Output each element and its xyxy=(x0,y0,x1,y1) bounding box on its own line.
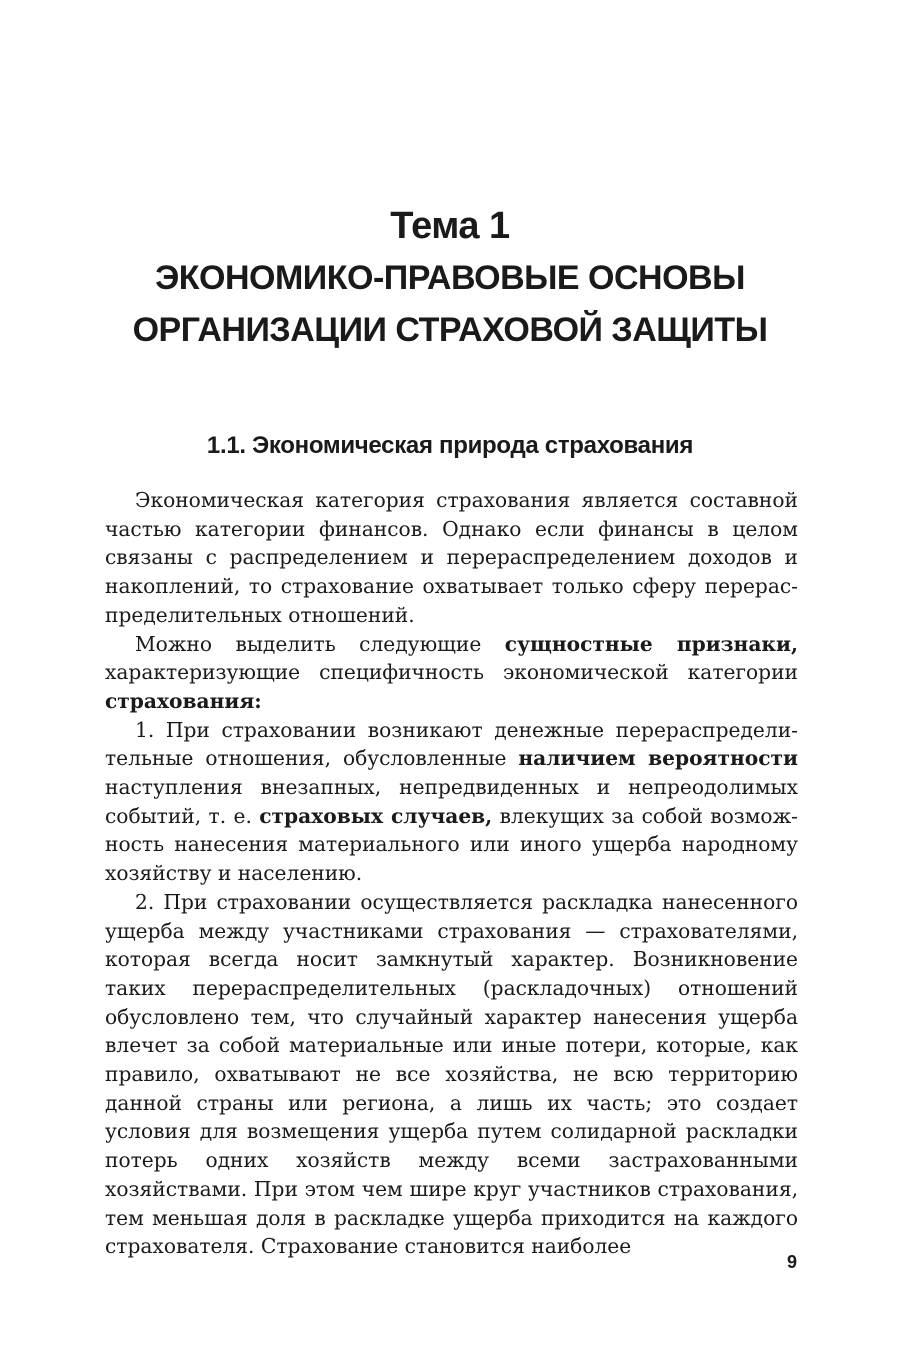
paragraph-2-text-2: характеризующие специфичность экономической категории xyxy=(105,660,798,685)
paragraph-3-bold-1: наличием вероятности xyxy=(518,746,798,771)
chapter-title-line-2: ОРГАНИЗАЦИИ СТРАХОВОЙ ЗАЩИТЫ xyxy=(132,311,768,349)
paragraph-3 xyxy=(105,716,798,888)
paragraph-2-text-1: Можно выделить следующие xyxy=(135,631,505,656)
paragraph-2-bold-1: сущностные признаки, xyxy=(504,631,798,656)
paragraph-1: Экономическая категория страхования является составной частью категории финансов. Однако если финансы в целом связаны с распределением и перераспределением доходов и накоплений, то страхование охватывает только сферу перераспределительных отношений. xyxy=(105,488,798,627)
page-number: 9 xyxy=(786,1252,797,1272)
paragraph-2-bold-2: страхования: xyxy=(105,688,262,713)
paragraph-2 xyxy=(105,630,798,716)
chapter-header xyxy=(0,200,900,356)
body-text xyxy=(105,486,798,1261)
paragraph-3-text-3: влекущих за собой возможность нанесения материального или иного ущерба народному хозяйству и населению. xyxy=(105,803,798,886)
paragraph-3-text-1: 1. При страховании возникают денежные перераспределительные отношения, обусловленные xyxy=(105,717,798,771)
paragraph-4: 2. При страховании осуществляется раскладка нанесенного ущерба между участниками страхования — страхователями, которая всегда носит замкнутый характер. Возникновение таких перераспределительных (раскладочных) отношений обусловлено тем, что случайный характер нанесения ущерба влечет за собой материальные или иные потери, которые, как правило, охватывают не все хозяйства, не всю территорию данной страны или региона, а лишь их часть; это создает условия для возмещения ущерба путем солидарной раскладки потерь одних хозяйств между всеми застрахованными хозяйствами. При этом чем шире круг участников страхования, тем меньшая доля в раскладке ущерба приходится на каждого страхователя. Страхование становится наиболее xyxy=(105,889,798,1259)
chapter-label: Тема 1 xyxy=(390,205,510,247)
section-heading: 1.1. Экономическая природа страхования xyxy=(206,432,694,459)
paragraph-3-bold-2: страховых случаев, xyxy=(259,803,493,828)
chapter-title-line-1: ЭКОНОМИКО-ПРАВОВЫЕ ОСНОВЫ xyxy=(155,259,745,297)
paragraph-3-text-2: наступления внезапных, непредвиденных и непреодолимых событий, т. е. xyxy=(105,775,798,828)
